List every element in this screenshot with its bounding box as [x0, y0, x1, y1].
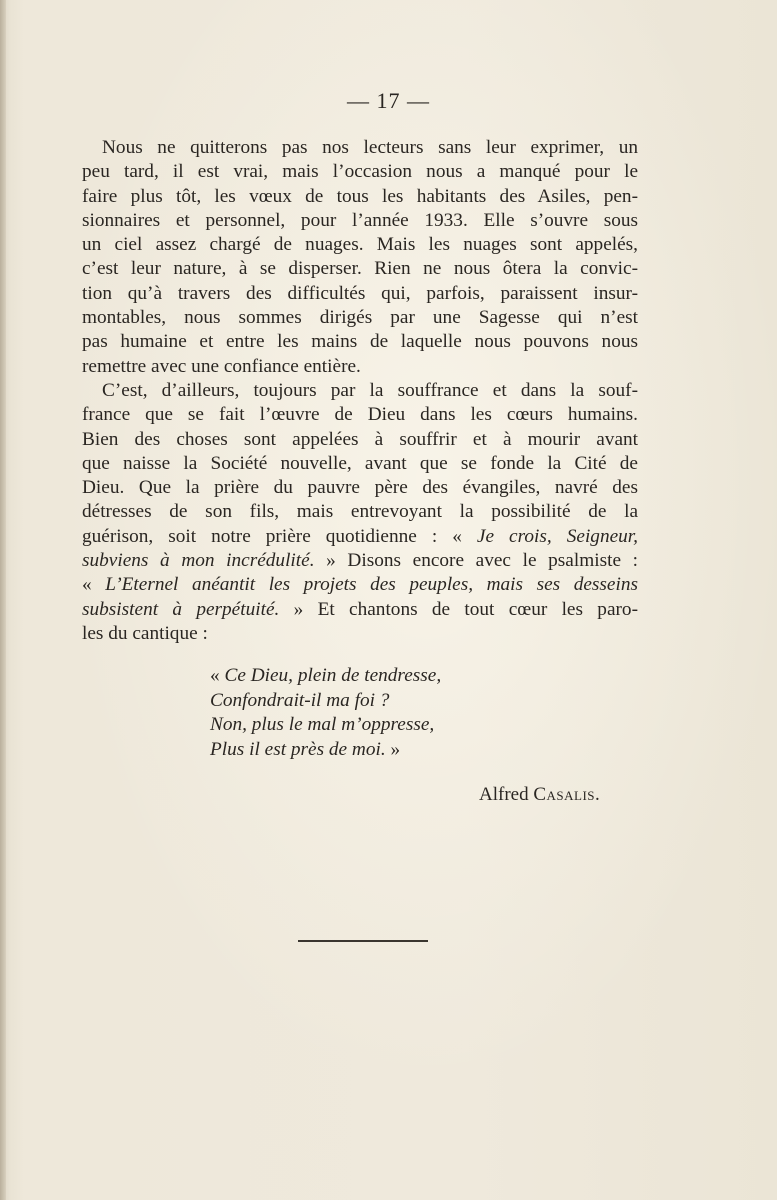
article-body — [82, 136, 638, 646]
text-line: france que se fait l’œuvre de Dieu dans les cœurs humains. — [82, 404, 638, 426]
text-line — [82, 573, 638, 597]
text-line: tion qu’à travers des difficultés qui, parfois, paraissent insur- — [82, 282, 638, 304]
text-line — [82, 549, 638, 573]
text-line: un ciel assez chargé de nuages. Mais les nuages sont appelés, — [82, 234, 638, 256]
quote-italic: Je crois, Seigneur, — [476, 525, 638, 547]
end-rule — [298, 940, 428, 942]
text-line: peu tard, il est vrai, mais l’occasion nous a manqué pour le — [82, 161, 638, 183]
text-line: Dieu. Que la prière du pauvre père des évangiles, navré des — [82, 477, 638, 499]
poem-line: Non, plus le mal m’oppresse, — [210, 714, 435, 735]
quote-italic: subviens à mon incrédulité. — [82, 550, 315, 572]
binding-edge — [0, 0, 6, 1200]
open-quote: « — [210, 665, 225, 686]
text-line: que naisse la Société nouvelle, avant que se fonde la Cité de — [82, 452, 638, 474]
poem-text: Plus il est près de moi. — [210, 738, 386, 760]
paragraph-2 — [82, 379, 638, 646]
paragraph-1 — [82, 136, 638, 379]
close-quote: » — [385, 738, 401, 760]
text-line: Nous ne quitterons pas nos lecteurs sans leur exprimer, un — [102, 137, 638, 158]
quote-italic: L’Eternel anéantit les projets des peuples, mais ses desseins — [105, 574, 638, 596]
text-line: faire plus tôt, les vœux de tous les habitants des Asiles, pen- — [82, 185, 638, 207]
text-line: c’est leur nature, à se disperser. Rien ne nous ôtera la convic- — [82, 258, 638, 280]
poem-line — [210, 664, 441, 689]
text-line: C’est, d’ailleurs, toujours par la souffrance et dans la souf- — [102, 379, 638, 401]
quote-italic: subsistent à perpétuité. — [82, 598, 280, 620]
poem-line: Confondrait-il ma foi ? — [210, 689, 390, 711]
text-segment: » Disons encore avec le psalmiste : — [314, 550, 638, 572]
author-first-name: Alfred — [479, 784, 529, 805]
text-line — [82, 598, 638, 622]
author-signature — [479, 784, 600, 806]
poem-text: Ce Dieu, plein de tendresse, — [224, 665, 442, 686]
text-segment: guérison, soit notre prière quotidienne : « — [82, 525, 477, 547]
text-segment: » Et chantons de tout cœur les paro- — [279, 598, 638, 620]
text-line: les du cantique : — [82, 622, 208, 644]
text-line: remettre avec une confiance entière. — [82, 355, 361, 377]
text-line: détresses de son fils, mais entrevoyant la possibilité de la — [82, 501, 638, 523]
text-line — [82, 525, 638, 549]
text-line: pas humaine et entre les mains de laquelle nous pouvons nous — [82, 331, 638, 353]
hymn-quote — [210, 664, 441, 762]
poem-line — [210, 738, 441, 763]
text-line: montables, nous sommes dirigés par une Sagesse qui n’est — [82, 307, 638, 329]
page-number: — 17 — — [347, 88, 430, 113]
text-segment: « — [82, 574, 106, 596]
text-line: sionnaires et personnel, pour l’année 1933. Elle s’ouvre sous — [82, 209, 638, 231]
text-line: Bien des choses sont appelées à souffrir et à mourir avant — [82, 428, 638, 450]
author-last-name: Casalis. — [533, 784, 601, 805]
